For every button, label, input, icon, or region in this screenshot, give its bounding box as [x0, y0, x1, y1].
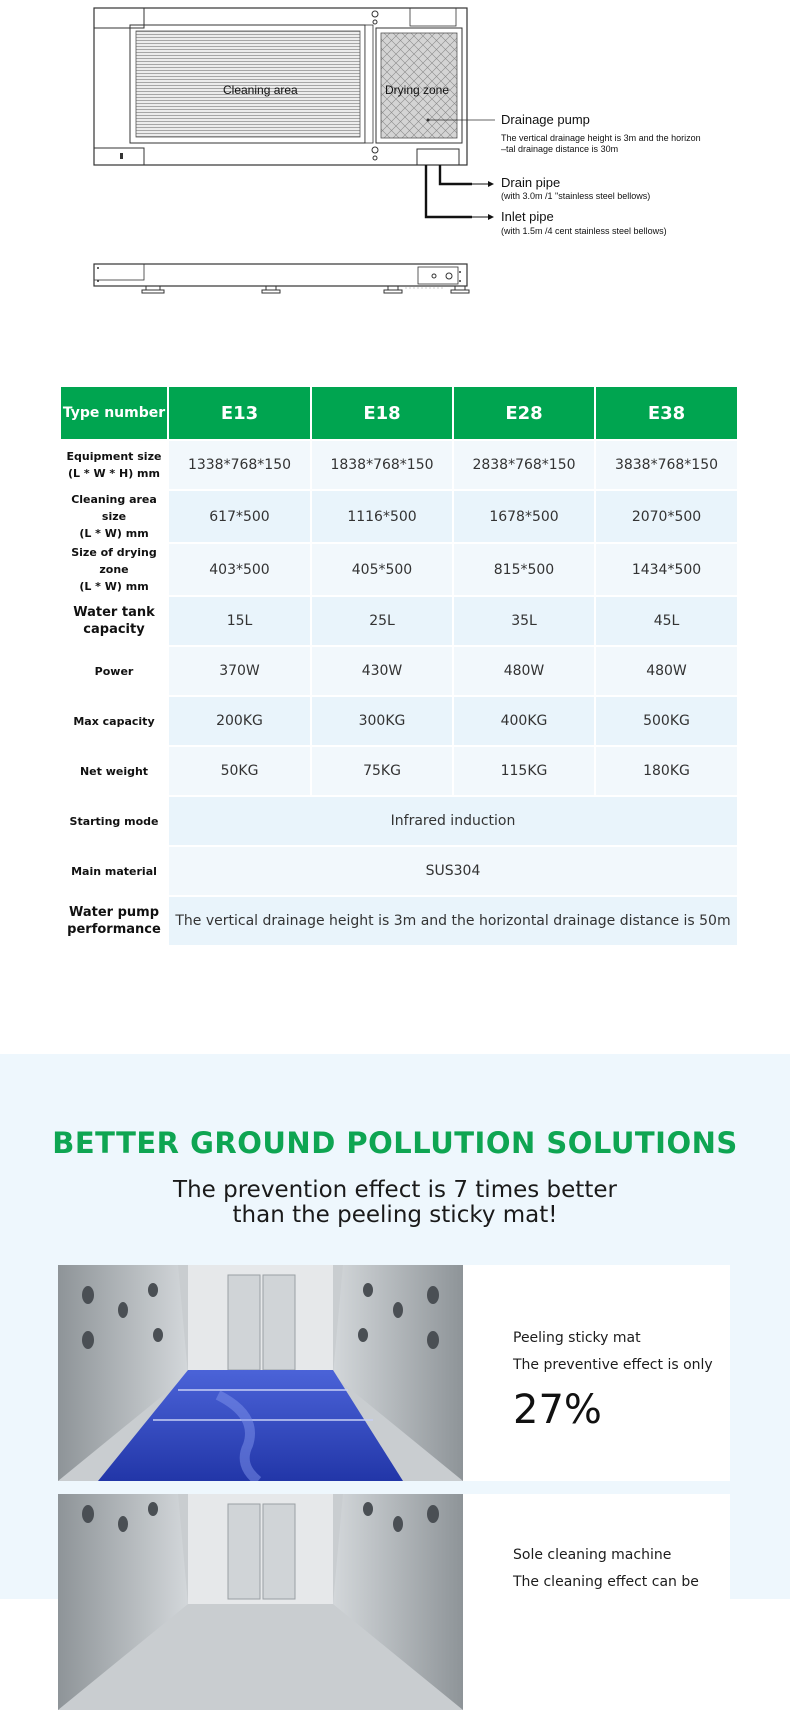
row-label-line: (L * W) mm [79, 527, 149, 540]
table-cell: Infrared induction [168, 796, 738, 846]
row-label-line: Cleaning area size [71, 493, 157, 523]
table-row [60, 490, 738, 543]
table-cell: 400KG [453, 696, 595, 746]
equipment-diagram [0, 0, 790, 300]
table-row [60, 696, 738, 746]
cleaning-machine-photo [58, 1494, 463, 1710]
table-row [60, 896, 738, 946]
comparison-card [58, 1265, 730, 1481]
table-cell: 1338*768*150 [168, 440, 311, 490]
card-text [513, 1542, 699, 1596]
table-cell: 180KG [595, 746, 738, 796]
table-row [60, 646, 738, 696]
drain-pipe-title: Drain pipe [501, 175, 561, 190]
sticky-mat-photo [58, 1265, 463, 1481]
table-cell: 1434*500 [595, 543, 738, 596]
table-cell: 403*500 [168, 543, 311, 596]
table-cell: 200KG [168, 696, 311, 746]
table-cell: 15L [168, 596, 311, 646]
table-cell: 35L [453, 596, 595, 646]
drain-pipe-note: (with 3.0m /1 "stainless steel bellows) [501, 191, 651, 201]
row-label: Power [60, 646, 168, 696]
inlet-pipe-title: Inlet pipe [501, 209, 554, 224]
table-cell: 2070*500 [595, 490, 738, 543]
table-cell: 25L [311, 596, 453, 646]
table-cell: 1678*500 [453, 490, 595, 543]
table-cell: 2838*768*150 [453, 440, 595, 490]
header-model: E28 [453, 386, 595, 440]
table-cell: 115KG [453, 746, 595, 796]
card-line: Peeling sticky mat [513, 1330, 641, 1346]
table-cell: 50KG [168, 746, 311, 796]
header-model: E13 [168, 386, 311, 440]
table-cell: 300KG [311, 696, 453, 746]
card-line: The cleaning effect can be [513, 1574, 699, 1590]
effect-percent: 27% [513, 1387, 602, 1433]
row-label-line: performance [67, 922, 161, 937]
table-cell: 430W [311, 646, 453, 696]
row-label [60, 896, 168, 946]
table-row [60, 596, 738, 646]
section-heading: BETTER GROUND POLLUTION SOLUTIONS [52, 1126, 738, 1160]
card-line: Sole cleaning machine [513, 1547, 672, 1563]
table-row [60, 543, 738, 596]
row-label [60, 490, 168, 543]
table-row [60, 746, 738, 796]
row-label-line: Water pump [68, 905, 160, 920]
table-cell: 500KG [595, 696, 738, 746]
row-label: Main material [60, 846, 168, 896]
row-label [60, 440, 168, 490]
row-label [60, 596, 168, 646]
subheading-line: The prevention effect is 7 times better [173, 1177, 617, 1203]
card-text [513, 1325, 713, 1433]
table-cell: SUS304 [168, 846, 738, 896]
table-cell: 75KG [311, 746, 453, 796]
row-label-line: Size of drying zone [71, 546, 157, 576]
table-cell: 3838*768*150 [595, 440, 738, 490]
table-cell: 480W [595, 646, 738, 696]
header-model: E18 [311, 386, 453, 440]
inlet-pipe-note: (with 1.5m /4 cent stainless steel bellows) [501, 226, 667, 236]
drainage-pump-note-2: –tal drainage distance is 30m [501, 144, 619, 154]
row-label: Starting mode [60, 796, 168, 846]
row-label: Net weight [60, 746, 168, 796]
row-label-line: Equipment size [66, 450, 162, 463]
table-cell: The vertical drainage height is 3m and the horizontal drainage distance is 50m [168, 896, 738, 946]
subheading-line: than the peeling sticky mat! [232, 1202, 558, 1228]
table-cell: 1116*500 [311, 490, 453, 543]
header-type-number: Type number [60, 386, 168, 440]
card-line: The preventive effect is only [513, 1357, 713, 1373]
row-label: Max capacity [60, 696, 168, 746]
table-cell: 480W [453, 646, 595, 696]
drainage-pump-note-1: The vertical drainage height is 3m and the horizon [501, 133, 701, 143]
table-cell: 45L [595, 596, 738, 646]
table-cell: 405*500 [311, 543, 453, 596]
row-label-line: Water tank [73, 605, 155, 620]
row-label [60, 543, 168, 596]
equipment-drawing [0, 0, 790, 300]
solutions-section [0, 1054, 790, 1599]
row-label-line: capacity [83, 622, 145, 637]
row-label-line: (L * W) mm [79, 580, 149, 593]
drainage-pump-title: Drainage pump [501, 112, 590, 127]
table-row [60, 440, 738, 490]
comparison-card [58, 1494, 730, 1710]
section-subheading [0, 1178, 790, 1228]
header-model: E38 [595, 386, 738, 440]
drying-zone-label: Drying zone [385, 83, 450, 97]
row-label-line: (L * W * H) mm [68, 467, 160, 480]
table-cell: 370W [168, 646, 311, 696]
table-header-row [60, 386, 738, 440]
spec-table [59, 385, 739, 947]
table-cell: 617*500 [168, 490, 311, 543]
table-row [60, 796, 738, 846]
table-row [60, 846, 738, 896]
table-cell: 1838*768*150 [311, 440, 453, 490]
table-cell: 815*500 [453, 543, 595, 596]
cleaning-area-label: Cleaning area [223, 83, 298, 97]
